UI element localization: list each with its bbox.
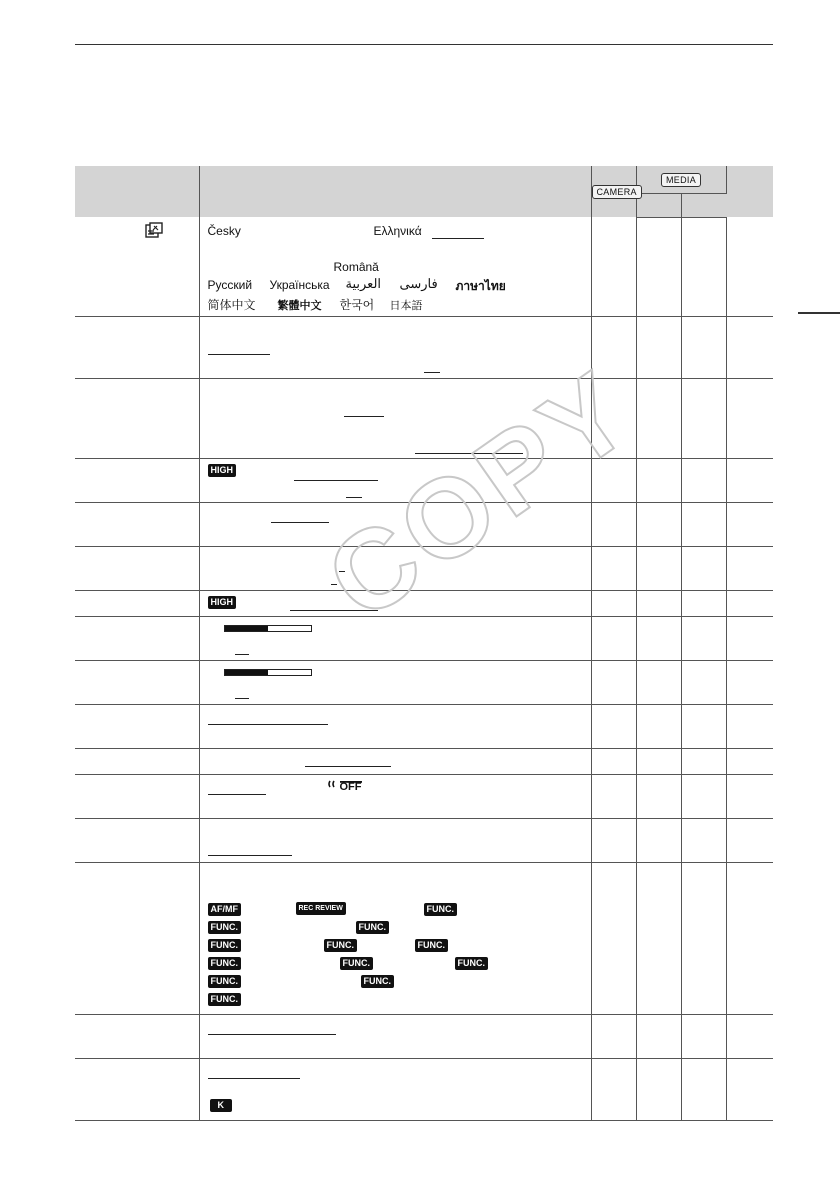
media-mode-tag: MEDIA	[661, 173, 701, 187]
default-underline	[235, 698, 249, 699]
table-row	[75, 378, 773, 458]
row-options-cell	[199, 590, 591, 616]
media-cell	[636, 217, 681, 316]
default-underline	[305, 766, 391, 767]
row-options-cell	[199, 546, 591, 590]
row-label-cell	[75, 616, 199, 660]
table-row	[75, 1014, 773, 1058]
row-label-cell	[75, 1058, 199, 1120]
header-setting-options	[199, 166, 591, 217]
table-row	[75, 217, 773, 316]
level-bar-fill	[225, 670, 268, 675]
header-media-sub-2	[681, 193, 726, 217]
language-option[interactable]: فارسی	[399, 276, 438, 291]
func-icon: FUNC.	[424, 903, 458, 916]
func-icon: FUNC.	[356, 921, 390, 934]
default-underline	[424, 372, 440, 373]
language-option[interactable]: Українська	[269, 278, 330, 292]
row-label-cell	[75, 1014, 199, 1058]
af-mf-icon: AF/MF	[208, 903, 242, 916]
func-icon: FUNC.	[324, 939, 358, 952]
default-underline	[339, 571, 345, 572]
off-label: OFF	[339, 780, 362, 793]
default-underline	[208, 724, 328, 725]
row-label-cell	[75, 818, 199, 862]
row-options-cell	[199, 616, 591, 660]
row-options-cell	[199, 704, 591, 748]
table-row	[75, 818, 773, 862]
func-icon: FUNC.	[208, 921, 242, 934]
language-option[interactable]: 繁體中文	[277, 300, 322, 312]
table-row	[75, 704, 773, 748]
level-bar	[224, 625, 312, 632]
row-options-cell	[199, 1058, 591, 1120]
func-icon: FUNC.	[208, 993, 242, 1006]
row-options-cell	[199, 660, 591, 704]
k-icon: K	[210, 1099, 233, 1112]
func-icon: FUNC.	[208, 975, 242, 988]
setup-menu-table	[75, 166, 773, 1121]
language-option[interactable]: 简体中文	[207, 298, 256, 312]
func-icon: FUNC.	[208, 939, 242, 952]
func-icon: FUNC.	[455, 957, 489, 970]
language-option[interactable]: Česky	[207, 224, 241, 238]
header-media-sub-1	[636, 193, 681, 217]
language-option[interactable]: Русский	[207, 278, 253, 292]
language-option[interactable]: 한국어	[339, 298, 375, 312]
high-speed-icon: HIGH	[208, 464, 237, 477]
default-underline	[331, 584, 337, 585]
default-underline	[208, 1078, 300, 1079]
row-label-cell	[75, 862, 199, 1014]
table-row	[75, 862, 773, 1014]
media-cell	[681, 217, 726, 316]
row-label-cell	[75, 458, 199, 502]
row-label-cell	[75, 590, 199, 616]
default-underline	[271, 522, 329, 523]
func-icon: FUNC.	[415, 939, 449, 952]
row-options-cell	[199, 818, 591, 862]
default-underline	[290, 610, 378, 611]
table-row	[75, 316, 773, 378]
table-row	[75, 660, 773, 704]
level-bar	[224, 669, 312, 676]
default-underline	[344, 416, 384, 417]
assign-options-cell	[199, 862, 591, 1014]
row-label-cell	[75, 502, 199, 546]
row-options-cell	[199, 774, 591, 818]
camera-mode-tag: CAMERA	[592, 185, 642, 199]
default-underline	[235, 654, 249, 655]
default-underline	[208, 855, 292, 856]
language-option[interactable]: Ελληνικά	[373, 224, 422, 238]
func-icon: FUNC.	[340, 957, 374, 970]
func-icon: FUNC.	[361, 975, 395, 988]
table-row	[75, 458, 773, 502]
row-options-cell	[199, 316, 591, 378]
header-menu-item	[75, 166, 199, 217]
default-underline	[432, 238, 484, 239]
default-underline	[294, 480, 378, 481]
row-options-cell	[199, 748, 591, 774]
language-option[interactable]: العربية	[345, 276, 382, 291]
page-cell	[726, 217, 773, 316]
row-label-cell	[75, 774, 199, 818]
row-label-cell	[75, 704, 199, 748]
table-row	[75, 616, 773, 660]
row-options-cell	[199, 1014, 591, 1058]
table-row	[75, 748, 773, 774]
row-label-cell	[75, 546, 199, 590]
default-underline	[346, 497, 362, 498]
page-header-rule	[75, 44, 773, 45]
row-label-cell	[75, 378, 199, 458]
default-underline	[208, 794, 266, 795]
section-tab-mark	[798, 312, 840, 314]
row-options-cell	[199, 502, 591, 546]
row-label-cell	[75, 316, 199, 378]
rec-review-icon: REC REVIEW	[296, 902, 346, 915]
copy-watermark: COPY	[305, 345, 657, 644]
language-option[interactable]: ภาษาไทย	[455, 279, 506, 293]
language-icon	[145, 222, 163, 240]
header-camera-mode	[591, 166, 636, 217]
table-row	[75, 774, 773, 818]
row-label-cell	[75, 217, 199, 316]
high-speed-icon: HIGH	[208, 596, 237, 609]
level-bar-fill	[225, 626, 268, 631]
header-page-ref	[726, 166, 773, 217]
table-row	[75, 502, 773, 546]
table-row	[75, 1058, 773, 1120]
row-label-cell	[75, 660, 199, 704]
language-options-cell	[199, 217, 591, 316]
row-options-cell	[199, 458, 591, 502]
language-option[interactable]: 日本語	[389, 300, 423, 312]
header-media-mode	[636, 166, 726, 193]
default-underline	[208, 1034, 336, 1035]
table-row	[75, 546, 773, 590]
language-option[interactable]: Română	[333, 260, 379, 274]
table-row	[75, 590, 773, 616]
default-underline	[208, 354, 270, 355]
func-icon: FUNC.	[208, 957, 242, 970]
default-underline	[415, 453, 523, 454]
row-label-cell	[75, 748, 199, 774]
row-options-cell	[199, 378, 591, 458]
camera-cell	[591, 217, 636, 316]
